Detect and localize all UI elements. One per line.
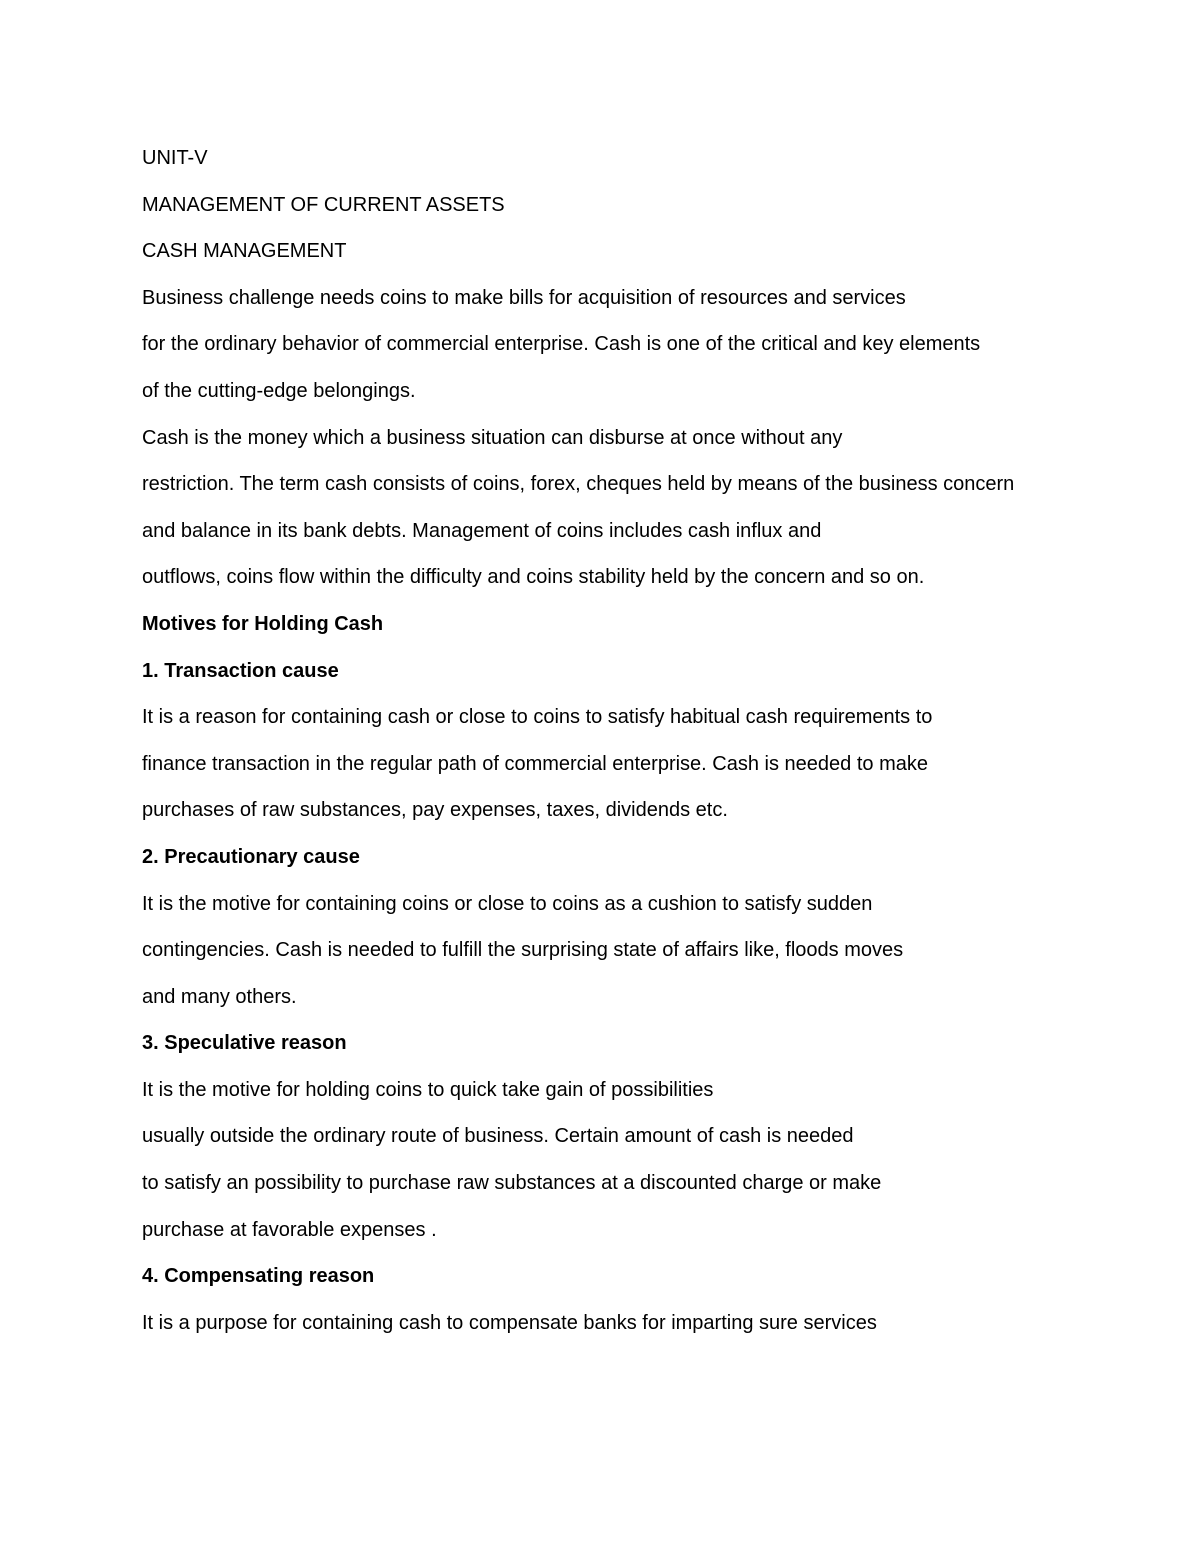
document-title: MANAGEMENT OF CURRENT ASSETS bbox=[142, 193, 505, 216]
document-body bbox=[142, 143, 1062, 1354]
motive-3-line-4: purchase at favorable expenses . bbox=[142, 1218, 437, 1241]
motive-2-line-2: contingencies. Cash is needed to fulfill the surprising state of affairs like, floods moves bbox=[142, 939, 904, 962]
motive-3-line-3: to satisfy an possibility to purchase raw substances at a discounted charge or make bbox=[142, 1172, 882, 1195]
motive-4-title: 4. Compensating reason bbox=[142, 1265, 375, 1288]
motive-3-line-1: It is the motive for holding coins to quick take gain of possibilities bbox=[142, 1078, 714, 1101]
motive-1-line-2: finance transaction in the regular path of commercial enterprise. Cash is needed to make bbox=[142, 752, 928, 775]
unit-label: UNIT-V bbox=[142, 147, 208, 169]
motive-1-line-1: It is a reason for containing cash or close to coins to satisfy habitual cash requirements to bbox=[142, 706, 933, 729]
motive-1-line-3: purchases of raw substances, pay expenses, taxes, dividends etc. bbox=[142, 799, 728, 822]
motive-3-title: 3. Speculative reason bbox=[142, 1032, 347, 1055]
motive-1-title: 1. Transaction cause bbox=[142, 659, 339, 682]
intro-line-7: outflows, coins flow within the difficulty and coins stability held by the concern and so on. bbox=[142, 566, 925, 589]
motives-heading: Motives for Holding Cash bbox=[142, 612, 384, 635]
motive-2-line-3: and many others. bbox=[142, 985, 297, 1008]
intro-line-2: for the ordinary behavior of commercial enterprise. Cash is one of the critical and key elements bbox=[142, 333, 981, 356]
intro-line-5: restriction. The term cash consists of coins, forex, cheques held by means of the business concern bbox=[142, 473, 1015, 496]
section-title: CASH MANAGEMENT bbox=[142, 240, 347, 263]
intro-line-4: Cash is the money which a business situation can disburse at once without any bbox=[142, 426, 843, 449]
intro-line-3: of the cutting-edge belongings. bbox=[142, 379, 416, 402]
motive-2-line-1: It is the motive for containing coins or close to coins as a cushion to satisfy sudden bbox=[142, 892, 873, 915]
motive-2-title: 2. Precautionary cause bbox=[142, 845, 360, 868]
intro-line-1: Business challenge needs coins to make bills for acquisition of resources and services bbox=[142, 286, 906, 309]
motive-4-line-1: It is a purpose for containing cash to compensate banks for imparting sure services bbox=[142, 1311, 877, 1334]
intro-line-6: and balance in its bank debts. Management of coins includes cash influx and bbox=[142, 519, 822, 542]
motive-3-line-2: usually outside the ordinary route of business. Certain amount of cash is needed bbox=[142, 1125, 854, 1148]
